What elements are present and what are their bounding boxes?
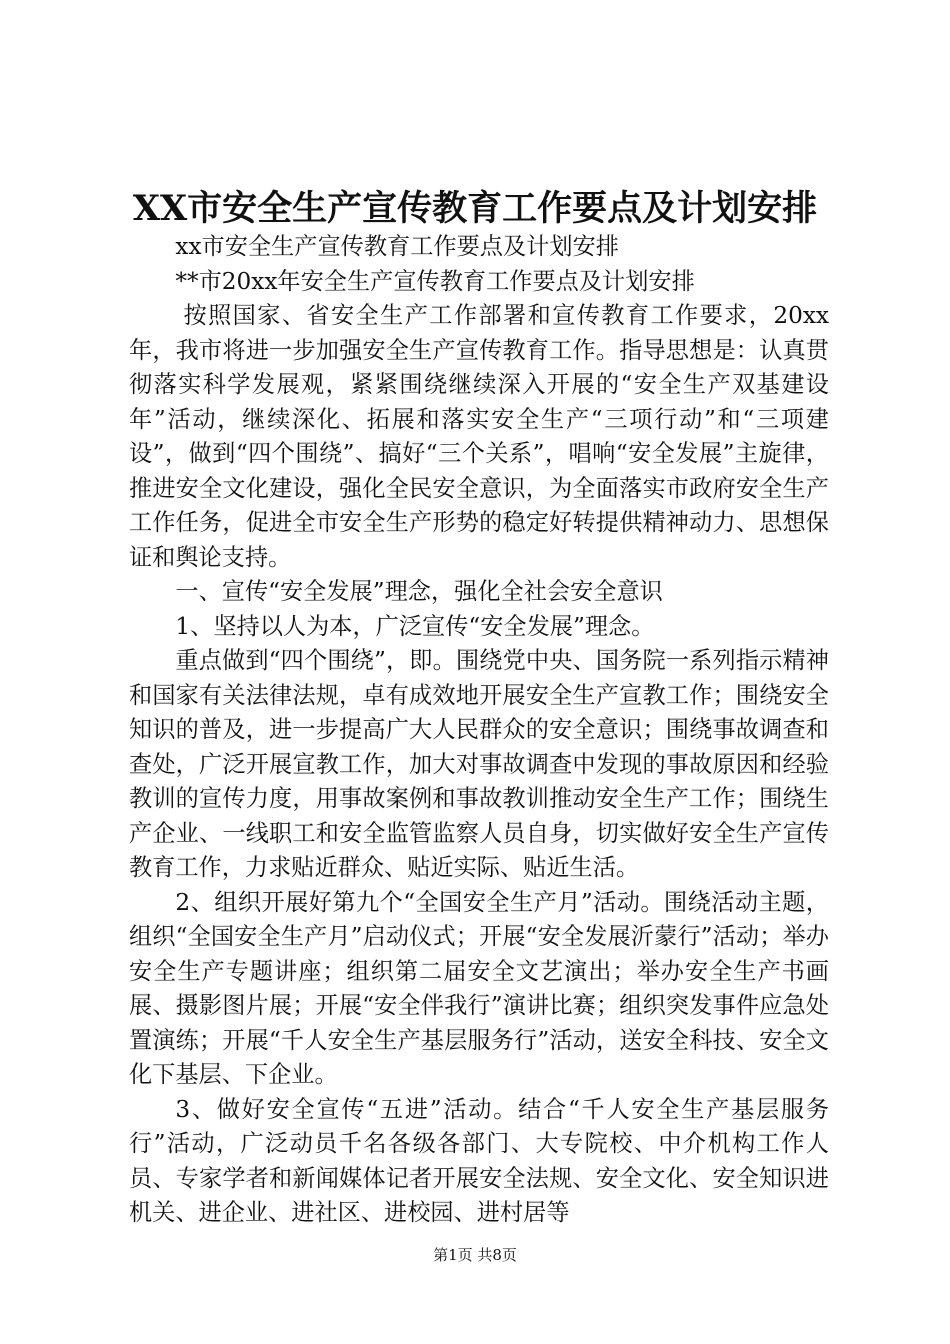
subsection-heading: 1、坚持以人为本，广泛宣传“安全发展”理念。: [175, 612, 655, 640]
subtitle-line: xx市安全生产宣传教育工作要点及计划安排: [175, 233, 619, 260]
document-body: [129, 230, 829, 1231]
body-paragraph: 按照国家、省安全生产工作部署和宣传教育工作要求，20xx年，我市将进一步加强安全生产宣传教育工作。指导思想是：认真贯彻落实科学发展观，紧紧围绕继续深入开展的“安全生产双基建设年”活动，继续深化、拓展和落实安全生产“三项行动”和“三项建设”，做到“四个围绕”、搞好“三个关系”，唱响“安全发展”主旋律，推进安全文化建设，强化全民安全意识，为全面落实市政府安全生产工作任务，促进全市安全生产形势的稳定好转提供精神动力、思想保证和舆论支持。: [129, 302, 829, 571]
document-title: XX市安全生产宣传教育工作要点及计划安排: [132, 188, 818, 229]
body-paragraph: 2、组织开展好第九个“全国安全生产月”活动。围绕活动主题，组织“全国安全生产月”启动仪式；开展“安全发展沂蒙行”活动；举办安全生产专题讲座；组织第二届安全文艺演出；举办安全生产书画展、摄影图片展；开展“安全伴我行”演讲比赛；组织突发事件应急处置演练；开展“千人安全生产基层服务行”活动，送安全科技、安全文化下基层、下企业。: [129, 888, 829, 1088]
body-paragraph: 重点做到“四个围绕”，即。围绕党中央、国务院一系列指示精神和国家有关法律法规，卓有成效地开展安全生产宣教工作；围绕安全知识的普及，进一步提高广大人民群众的安全意识；围绕事故调查和查处，广泛开展宣教工作，加大对事故调查中发现的事故原因和经验教训的宣传力度，用事故案例和事故教训推动安全生产工作；围绕生产企业、一线职工和安全监管监察人员自身，切实做好安全生产宣传教育工作，力求贴近群众、贴近实际、贴近生活。: [129, 647, 829, 881]
page-footer: 第1页 共8页: [433, 1246, 517, 1264]
section-heading: 一、宣传“安全发展”理念，强化全社会安全意识: [175, 578, 663, 605]
subtitle-line: **市20xx年安全生产宣传教育工作要点及计划安排: [175, 267, 695, 295]
body-paragraph: 3、做好安全宣传“五进”活动。结合“千人安全生产基层服务行”活动，广泛动员千名各级各部门、大专院校、中介机构工作人员、专家学者和新闻媒体记者开展安全法规、安全文化、安全知识进机关、进企业、进社区、进校园、进村居等: [129, 1095, 829, 1226]
